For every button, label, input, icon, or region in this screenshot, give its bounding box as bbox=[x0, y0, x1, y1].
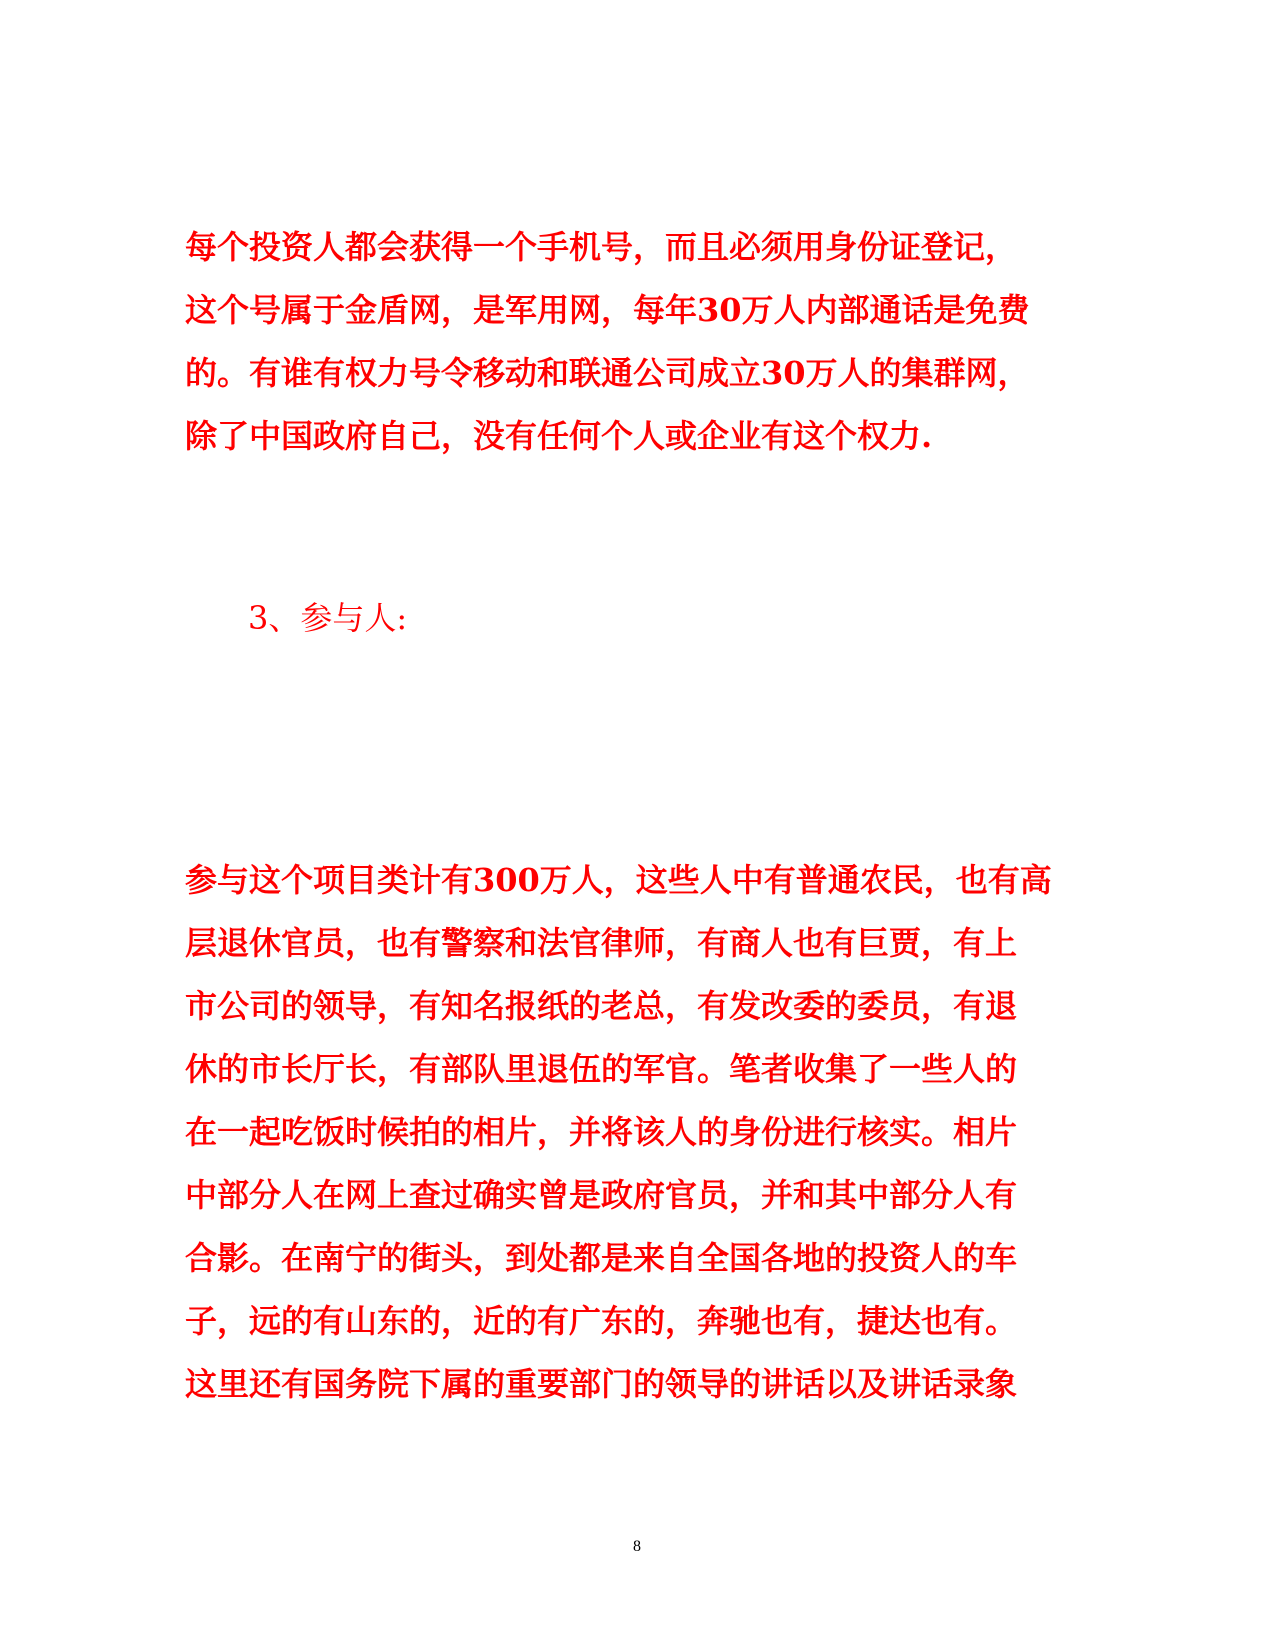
paragraph-line: 的。有谁有权力号令移动和联通公司成立30万人的集群网， bbox=[185, 354, 1030, 392]
paragraph-line: 市公司的领导，有知名报纸的老总，有发改委的委员，有退 bbox=[185, 987, 1018, 1025]
paragraph-line: 这个号属于金盾网，是军用网，每年30万人内部通话是免费 bbox=[185, 291, 1030, 329]
page-number: 8 bbox=[633, 1538, 641, 1555]
paragraph-line: 在一起吃饭时候拍的相片，并将该人的身份进行核实。相片 bbox=[185, 1113, 1018, 1151]
paragraph-line: 中部分人在网上查过确实曾是政府官员，并和其中部分人有 bbox=[185, 1176, 1018, 1214]
paragraph-line: 子，远的有山东的，近的有广东的，奔驰也有，捷达也有。 bbox=[185, 1302, 1018, 1340]
section-heading: 3、参与人: bbox=[248, 599, 408, 637]
paragraph-line: 参与这个项目类计有300万人，这些人中有普通农民，也有高 bbox=[185, 861, 1052, 899]
paragraph-line: 每个投资人都会获得一个手机号，而且必须用身份证登记， bbox=[185, 228, 1018, 266]
paragraph-line: 合影。在南宁的街头，到处都是来自全国各地的投资人的车 bbox=[185, 1239, 1018, 1277]
paragraph-line: 除了中国政府自己，没有任何个人或企业有这个权力. bbox=[185, 417, 933, 455]
paragraph-line: 休的市长厅长，有部队里退伍的军官。笔者收集了一些人的 bbox=[185, 1050, 1018, 1088]
paragraph-line: 层退休官员，也有警察和法官律师，有商人也有巨贾，有上 bbox=[185, 924, 1018, 962]
paragraph-line: 这里还有国务院下属的重要部门的领导的讲话以及讲话录象 bbox=[185, 1365, 1018, 1403]
